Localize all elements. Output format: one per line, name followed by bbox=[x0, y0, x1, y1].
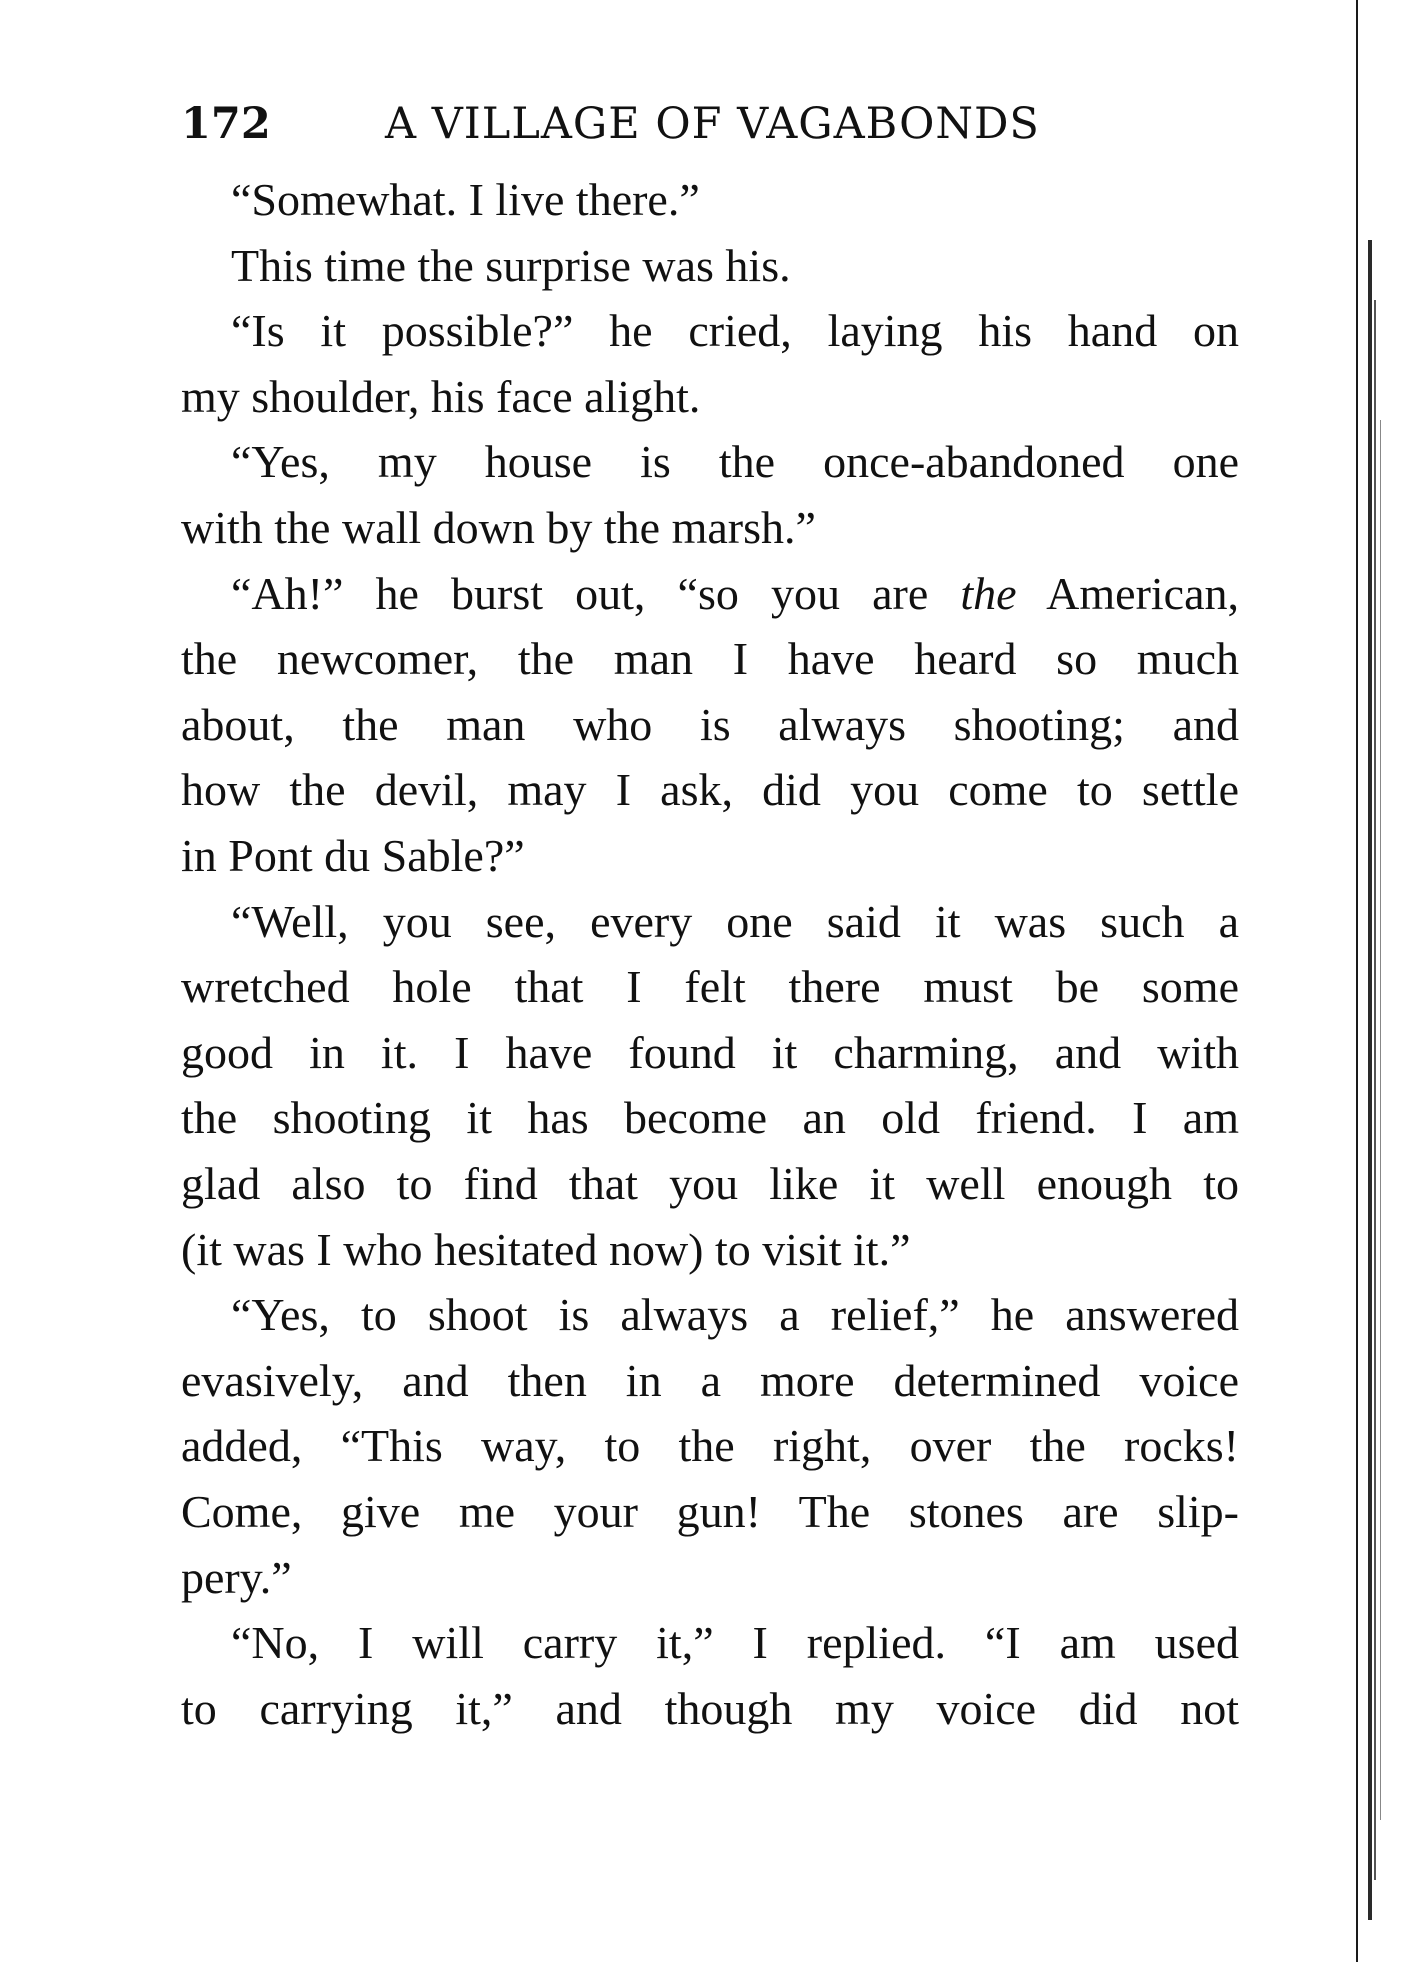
text-line: to carrying it,” and though my voice did not bbox=[181, 1682, 1239, 1734]
text-line: This time the surprise was his. bbox=[231, 239, 791, 291]
text-line: glad also to find that you like it well enough to bbox=[181, 1158, 1239, 1209]
text-line: “Yes, to shoot is always a relief,” he answered bbox=[231, 1289, 1239, 1341]
text-line: “Ah!” he burst out, “so you are the American, bbox=[231, 567, 1240, 619]
page-number: 172 bbox=[181, 99, 271, 149]
text-line: in Pont du Sable?” bbox=[181, 830, 525, 881]
text-line: how the devil, may I ask, did you come to settle bbox=[181, 764, 1239, 816]
text-line: (it was I who hesitated now) to visit it.” bbox=[181, 1223, 911, 1275]
text-line: “Somewhat. I live there.” bbox=[231, 174, 700, 225]
text-line: “Well, you see, every one said it was such a bbox=[231, 895, 1239, 947]
text-line: pery.” bbox=[181, 1551, 292, 1603]
text-line: evasively, and then in a more determined voice bbox=[181, 1354, 1239, 1406]
text-line: “No, I will carry it,” I replied. “I am used bbox=[231, 1617, 1239, 1669]
text-line: the shooting it has become an old friend. I am bbox=[181, 1092, 1239, 1144]
book-title: A VILLAGE OF VAGABONDS bbox=[385, 99, 1040, 149]
text-line: with the wall down by the marsh.” bbox=[181, 502, 816, 553]
text-line: added, “This way, to the right, over the rocks! bbox=[181, 1420, 1239, 1472]
text-line: good in it. I have found it charming, and with bbox=[181, 1026, 1239, 1078]
text-line: “Is it possible?” he cried, laying his hand on bbox=[231, 305, 1239, 357]
text-line: wretched hole that I felt there must be some bbox=[181, 961, 1239, 1013]
text-line: the newcomer, the man I have heard so much bbox=[181, 633, 1239, 685]
emphasis: the bbox=[960, 567, 1017, 619]
running-head bbox=[181, 96, 1041, 152]
text-line: “Yes, my house is the once-abandoned one bbox=[231, 436, 1239, 488]
scan-edge bbox=[1354, 0, 1402, 1962]
text-line: my shoulder, his face alight. bbox=[181, 370, 701, 422]
text-line: about, the man who is always shooting; and bbox=[181, 698, 1239, 750]
text-line: Come, give me your gun! The stones are slip- bbox=[181, 1486, 1239, 1537]
